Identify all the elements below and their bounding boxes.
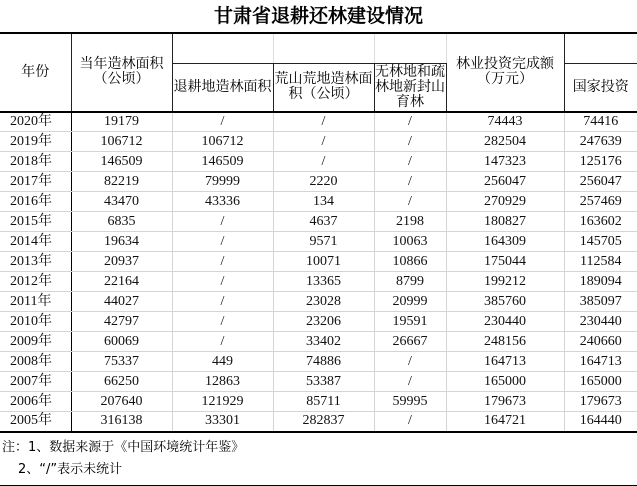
table-cell: 59995 <box>374 392 446 412</box>
table-cell: 282504 <box>446 132 564 152</box>
table-row <box>0 392 637 412</box>
table-cell: 2019年 <box>0 132 71 152</box>
table-cell: 179673 <box>446 392 564 412</box>
table-cell: / <box>374 132 446 152</box>
table-cell: 180827 <box>446 212 564 232</box>
table-cell: 2010年 <box>0 312 71 332</box>
table-cell: 2012年 <box>0 272 71 292</box>
table-cell: 2020年 <box>0 112 71 132</box>
table-cell: / <box>374 152 446 172</box>
table-cell: / <box>172 312 273 332</box>
table-cell: 257469 <box>564 192 637 212</box>
table-cell: / <box>374 372 446 392</box>
bottom-divider <box>0 485 637 486</box>
table-cell: 164309 <box>446 232 564 252</box>
table-cell: 230440 <box>564 312 637 332</box>
table-cell: 240660 <box>564 332 637 352</box>
table-cell: 20937 <box>71 252 172 272</box>
table-row <box>0 232 637 252</box>
table-row <box>0 332 637 352</box>
table-cell: 10063 <box>374 232 446 252</box>
table-cell: 19591 <box>374 312 446 332</box>
table-cell: / <box>374 172 446 192</box>
table-cell: 125176 <box>564 152 637 172</box>
table-cell: 12863 <box>172 372 273 392</box>
header-investment: 林业投资完成额（万元） <box>446 33 564 112</box>
table-row <box>0 292 637 312</box>
table-cell: / <box>172 252 273 272</box>
table-cell: 6835 <box>71 212 172 232</box>
table-row <box>0 212 637 232</box>
table-cell: 53387 <box>273 372 374 392</box>
header-state: 国家投资 <box>564 63 637 112</box>
table-cell: 33402 <box>273 332 374 352</box>
table-cell: 207640 <box>71 392 172 412</box>
table-cell: 270929 <box>446 192 564 212</box>
table-cell: 23206 <box>273 312 374 332</box>
table-row <box>0 312 637 332</box>
table-cell: 179673 <box>564 392 637 412</box>
table-cell: 147323 <box>446 152 564 172</box>
table-cell: 20999 <box>374 292 446 312</box>
table-cell: 23028 <box>273 292 374 312</box>
table-cell: 385760 <box>446 292 564 312</box>
table-cell: / <box>172 232 273 252</box>
table-cell: 66250 <box>71 372 172 392</box>
table-cell: 449 <box>172 352 273 372</box>
table-cell: 2017年 <box>0 172 71 192</box>
header-total-area: 当年造林面积（公顷） <box>71 33 172 112</box>
table-cell: 19179 <box>71 112 172 132</box>
table-cell: 2015年 <box>0 212 71 232</box>
table-cell: 33301 <box>172 412 273 432</box>
table-cell: 10071 <box>273 252 374 272</box>
table-cell: 385097 <box>564 292 637 312</box>
table-cell: 256047 <box>446 172 564 192</box>
table-cell: 2006年 <box>0 392 71 412</box>
table-cell: 230440 <box>446 312 564 332</box>
table-cell: 164713 <box>564 352 637 372</box>
table-cell: 256047 <box>564 172 637 192</box>
forest-table <box>0 32 637 433</box>
table-cell: 121929 <box>172 392 273 412</box>
note-2: 2、“/”表示未统计 <box>18 461 123 477</box>
table-title: 甘肃省退耕还林建设情况 <box>213 5 423 27</box>
table-cell: 2016年 <box>0 192 71 212</box>
table-cell: / <box>273 152 374 172</box>
table-row <box>0 412 637 432</box>
note-1: 注：1、数据来源于《中国环境统计年鉴》 <box>2 439 245 455</box>
table-cell: 74443 <box>446 112 564 132</box>
table-cell: 2014年 <box>0 232 71 252</box>
table-cell: 74886 <box>273 352 374 372</box>
table-row <box>0 272 637 292</box>
table-cell: 2008年 <box>0 352 71 372</box>
table-cell: / <box>172 292 273 312</box>
table-row <box>0 192 637 212</box>
table-cell: 2009年 <box>0 332 71 352</box>
table-cell: 2007年 <box>0 372 71 392</box>
table-cell: 146509 <box>71 152 172 172</box>
table-cell: 79999 <box>172 172 273 192</box>
table-cell: 2013年 <box>0 252 71 272</box>
table-cell: 60069 <box>71 332 172 352</box>
table-row <box>0 112 637 132</box>
table-cell: / <box>374 192 446 212</box>
table-cell: 8799 <box>374 272 446 292</box>
table-cell: / <box>273 132 374 152</box>
table-cell: 175044 <box>446 252 564 272</box>
header-year: 年份 <box>0 33 71 112</box>
table-cell: 2005年 <box>0 412 71 432</box>
table-cell: 164721 <box>446 412 564 432</box>
table-row <box>0 172 637 192</box>
table-cell: / <box>172 212 273 232</box>
table-cell: / <box>273 112 374 132</box>
header-empty <box>564 33 637 63</box>
table-cell: 75337 <box>71 352 172 372</box>
table-row <box>0 352 637 372</box>
table-cell: / <box>172 112 273 132</box>
table-cell: 163602 <box>564 212 637 232</box>
table-cell: 282837 <box>273 412 374 432</box>
table-cell: / <box>172 272 273 292</box>
table-cell: 43470 <box>71 192 172 212</box>
table-cell: 2198 <box>374 212 446 232</box>
table-cell: 85711 <box>273 392 374 412</box>
table-cell: 165000 <box>446 372 564 392</box>
table-cell: 146509 <box>172 152 273 172</box>
table-cell: 2018年 <box>0 152 71 172</box>
table-cell: 145705 <box>564 232 637 252</box>
table-cell: 164440 <box>564 412 637 432</box>
table-cell: 82219 <box>71 172 172 192</box>
table-cell: 44027 <box>71 292 172 312</box>
table-cell: / <box>374 352 446 372</box>
table-row <box>0 132 637 152</box>
table-cell: 2220 <box>273 172 374 192</box>
table-cell: 165000 <box>564 372 637 392</box>
header-empty <box>273 33 374 63</box>
table-cell: 22164 <box>71 272 172 292</box>
table-cell: 13365 <box>273 272 374 292</box>
header-empty <box>172 33 273 63</box>
table-cell: / <box>374 112 446 132</box>
table-cell: 106712 <box>71 132 172 152</box>
header-farmland: 退耕地造林面积 <box>172 63 273 112</box>
header-noforest: 无林地和疏林地新封山育林 <box>375 63 445 110</box>
table-row <box>0 372 637 392</box>
table-cell: 164713 <box>446 352 564 372</box>
table-cell: 112584 <box>564 252 637 272</box>
table-cell: 9571 <box>273 232 374 252</box>
table-cell: 248156 <box>446 332 564 352</box>
table-cell: 10866 <box>374 252 446 272</box>
table-cell: 134 <box>273 192 374 212</box>
table-cell: 199212 <box>446 272 564 292</box>
notes <box>0 433 637 481</box>
table-cell: 106712 <box>172 132 273 152</box>
table-cell: 316138 <box>71 412 172 432</box>
table-cell: / <box>172 332 273 352</box>
header-empty <box>374 33 446 63</box>
table-cell: 4637 <box>273 212 374 232</box>
table-cell: / <box>374 412 446 432</box>
table-row <box>0 252 637 272</box>
table-cell: 2011年 <box>0 292 71 312</box>
header-barren: 荒山荒地造林面积（公顷） <box>273 63 374 112</box>
table-cell: 26667 <box>374 332 446 352</box>
table-row <box>0 152 637 172</box>
table-cell: 42797 <box>71 312 172 332</box>
table-cell: 247639 <box>564 132 637 152</box>
table-cell: 74416 <box>564 112 637 132</box>
table-cell: 189094 <box>564 272 637 292</box>
table-cell: 43336 <box>172 192 273 212</box>
table-cell: 19634 <box>71 232 172 252</box>
